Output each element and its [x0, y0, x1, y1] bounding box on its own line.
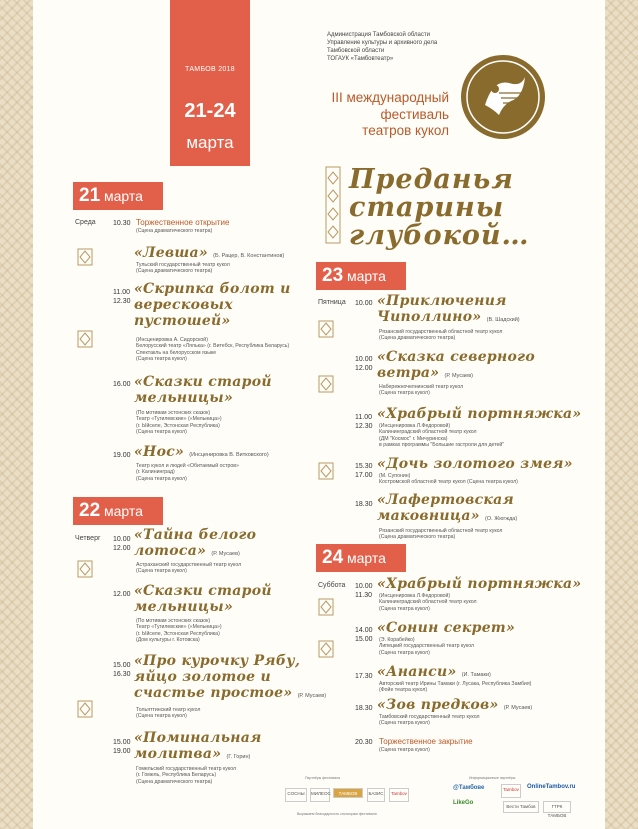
event-info: (Сцена драматического театра) — [136, 228, 213, 234]
event-title: «Храбрый портняжка» — [377, 576, 582, 592]
event-info: (Инсценировка Л.Федоровой) Калининградский областной театр кукол (ДМ "Космос" г. Мичуринска) в рамках программы "Большие гастроли для детей" — [379, 423, 505, 448]
ornament-icon — [318, 598, 334, 616]
event-info: Рязанский государственный областной театр кукол (Сцена драматического театра) — [379, 329, 503, 342]
ornament-icon — [77, 330, 93, 348]
weekday-21: Среда — [75, 219, 96, 226]
partner-logo: СОСНЫ — [285, 788, 307, 802]
ornament-icon — [318, 375, 334, 393]
partner-logo: LikeGo — [453, 800, 474, 806]
event-title: «Приключения Чиполлино» (В. Шадский) — [377, 293, 520, 325]
event-info: Авторский театр Ирины Тамаки (г. Лусака, Республика Замбия) (Фойе театра кукол) — [379, 681, 532, 694]
event-info: (Сцена театра кукол) — [379, 747, 430, 753]
event-title: «Про курочку Рябу, яйцо золотое и счастье простое» (Р. Мусаев) — [134, 653, 327, 701]
event-time: 16.00 — [113, 381, 131, 388]
festival-month: марта — [186, 133, 234, 152]
event-info: (Э. Корабейко) Липецкий государственный театр кукол (Сцена театра кукол) — [379, 637, 475, 656]
partner-logo: @Тамбове — [453, 785, 485, 791]
event-info: Театр кукол и людей «Обитаемый остров» (г. Калининград) (Сцена театра кукол) — [136, 463, 239, 482]
festival-dates: 21-24 — [184, 100, 236, 122]
event-time: 10.30 — [113, 220, 131, 227]
event-title: «Сказки старой мельницы» — [134, 374, 272, 406]
event-time: 15.00 19.00 — [113, 739, 131, 755]
weekday-24: Суббота — [318, 582, 346, 589]
date-tab — [170, 0, 250, 166]
event-time: 10.00 12.00 — [355, 356, 373, 372]
weekday-23: Пятница — [318, 299, 346, 306]
event-time: 19.00 — [113, 452, 131, 459]
festival-title: Преданья старины глубокой… — [349, 164, 530, 251]
day-header-24: 24 марта — [316, 544, 406, 572]
partner-logo: OnlineTambov.ru — [527, 784, 576, 790]
partner-logo: Tambov — [501, 784, 521, 798]
partner-logo: Вести Тамбов — [503, 801, 539, 813]
event-info: Гомельский государственный театр кукол (г. Гомель, Республика Беларусь) (Сцена драматического театра) — [136, 766, 237, 785]
partner-logo: МИЛЕОС — [310, 788, 330, 802]
event-info: Тольяттинский театр кукол (Сцена театра кукол) — [136, 707, 201, 720]
event-time: 17.30 — [355, 673, 373, 680]
poster-sheet — [33, 0, 605, 829]
event-title: «Зов предков» (Р. Мусаев) — [377, 697, 533, 713]
event-info: (М. Супонин) Костромской областной театр кукол (Сцена театра кукол) — [379, 473, 518, 486]
weekday-22: Четверг — [75, 535, 101, 542]
event-title: «Дочь золотого змея» — [377, 456, 573, 472]
event-time: 18.30 — [355, 501, 373, 508]
festival-subtitle: III международный фестиваль театров кукол — [331, 90, 449, 138]
event-time: 18.30 — [355, 705, 373, 712]
partner-logo: Tambov — [389, 788, 409, 802]
event-title: «Поминальная молитва» (Г. Горин) — [134, 730, 262, 762]
festival-emblem-icon — [459, 53, 547, 141]
event-time: 15.00 16.30 — [113, 662, 131, 678]
event-info: Тульский государственный театр кукол (Сцена драматического театра) — [136, 262, 230, 275]
sponsors-note: Выражаем благодарность спонсорам фестиваля — [297, 812, 377, 816]
ornament-icon — [77, 248, 93, 266]
day-header-23: 23 марта — [316, 262, 406, 290]
partner-logo: ГТРК ТАМБОВ — [543, 801, 571, 813]
city-year: ТАМБОВ 2018 — [185, 66, 235, 73]
event-info: Рязанский государственный областной театр кукол (Сцена драматического театра) — [379, 528, 503, 541]
event-info: (Инсценировка А. Сидорской) Белорусский театр «Лялька» (г. Витебск, Республика Беларусь) Спектакль на белорусском языке (Сцена театра кукол) — [136, 337, 290, 362]
event-time: 15.30 17.00 — [355, 463, 373, 479]
event-info: Астраханский государственный театр кукол (Сцена театра кукол) — [136, 562, 242, 575]
event-title: «Сказка северного ветра» (Р. Мусаев) — [377, 349, 535, 381]
event-time: 11.00 12.30 — [113, 289, 131, 305]
partner-logo: БАЗИС — [367, 788, 385, 802]
event-time: 10.00 — [355, 300, 373, 307]
ornament-icon — [318, 320, 334, 338]
event-title: «Лафертовская маковница» (О. Жюгжда) — [377, 492, 518, 524]
event-time: 14.00 15.00 — [355, 627, 373, 643]
ornament-icon — [318, 640, 334, 658]
event-time: 12.00 — [113, 591, 131, 598]
ornament-icon — [77, 560, 93, 578]
event-title: «Ананси» (И. Тамаки) — [377, 664, 491, 680]
event-time: 11.00 12.30 — [355, 414, 373, 430]
event-info: (По мотивам эстонских сказок) Театр «Тугилевские» («Мельница») (г. Ыйселе, Эстонская Республика) (Дом культуры г. Котовска) — [136, 618, 222, 643]
partner-logo: ТАМБОВ — [333, 788, 363, 798]
event-title: «Храбрый портняжка» — [377, 406, 582, 422]
event-time: 10.00 12.00 — [113, 536, 131, 552]
event-title: Торжественное открытие — [136, 218, 230, 227]
ornament-icon — [318, 462, 334, 480]
organizers: Администрация Тамбовской области Управление культуры и архивного дела Тамбовской области ТОГАУК «Тамбовтеатр» — [327, 32, 438, 62]
event-time: 20.30 — [355, 739, 373, 746]
event-title: «Скрипка болот и вересковых пустошей» — [134, 281, 291, 329]
event-info: (По мотивам эстонских сказок) Театр «Тугилевские» («Мельница») (г. Ыйселе, Эстонская Республика) (Сцена театра кукол) — [136, 410, 222, 435]
event-title: «Сказки старой мельницы» — [134, 583, 272, 615]
event-info: (Инсценировка Л.Федоровой) Калининградский областной театр кукол (Сцена театра кукол) — [379, 593, 477, 612]
ornament-strip — [325, 166, 341, 244]
ornament-icon — [77, 700, 93, 718]
event-title: «Нос» (Инсценировка В. Витковского) — [134, 444, 269, 460]
event-title: Торжественное закрытие — [379, 737, 473, 746]
partners-label: Партнёры фестиваля — [305, 776, 341, 780]
day-header-21: 21 марта — [73, 182, 163, 210]
event-info: Тамбовский государственный театр кукол (Сцена театра кукол) — [379, 714, 480, 727]
event-title: «Левша» (Б. Рацер, В. Константинов) — [134, 245, 285, 261]
info-partners-label: Информационные партнёры — [469, 776, 516, 780]
event-info: Набережночелнинский театр кукол (Сцена театра кукол) — [379, 384, 464, 397]
day-header-22: 22 марта — [73, 497, 163, 525]
event-time: 10.00 11.30 — [355, 583, 373, 599]
event-title: «Тайна белого лотоса» (Р. Мусаев) — [134, 527, 257, 559]
event-title: «Сонин секрет» — [377, 620, 516, 636]
